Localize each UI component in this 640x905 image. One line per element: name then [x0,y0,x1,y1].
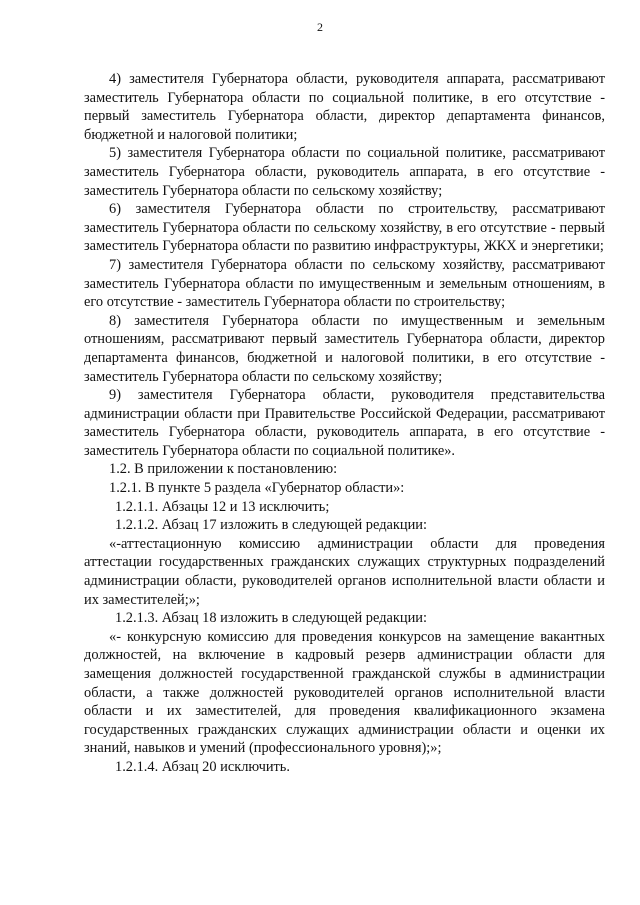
paragraph-item-5: 5) заместителя Губернатора области по социальной политике, рассматривают заместитель Губернатора области, руководитель аппарата, в его отсутствие - заместитель Губернатора области по сельскому хозяйству; [84,145,605,199]
page-number: 2 [317,20,323,34]
paragraph-item-9: 9) заместителя Губернатора области, руководителя представительства администрации области при Правительстве Российской Федерации, рассматривают заместитель Губернатора области, руководитель аппарата, в его отсутствие - заместитель Губернатора области по социальной политике». [84,387,605,459]
paragraph-item-4: 4) заместителя Губернатора области, руководителя аппарата, рассматривают заместитель Губернатора области по социальной политике, в его отсутствие - первый заместитель Губернатора области, директор департамента финансов, бюджетной и налоговой политики; [84,71,605,143]
clause-1-2-1: 1.2.1. В пункте 5 раздела «Губернатор области»: [109,480,405,497]
clause-1-2-1-1: 1.2.1.1. Абзацы 12 и 13 исключить; [115,498,330,515]
document-body [84,70,605,777]
paragraph-item-8: 8) заместителя Губернатора области по имущественным и земельным отношениям, рассматривают первый заместитель Губернатора области, директор департамента финансов, бюджетной и налоговой политики, в его отсутствие - заместитель Губернатора области по сельскому хозяйству; [84,312,605,385]
clause-1-2-1-2: 1.2.1.2. Абзац 17 изложить в следующей редакции: [115,517,427,534]
quoted-text-competition: «- конкурсную комиссию для проведения конкурсов на замещение вакантных должностей, на включение в кадровый резерв администрации области для замещения должностей государственной гражданской службы в администрации области, а также должностей руководителей органов исполнительной власти области и их заместителей, для проведения квалификационного экзамена государственных гражданских служащих администрации области и оценки их знаний, навыков и умений (профессионального уровня);»; [84,628,605,757]
quoted-text-attestation: «-аттестационную комиссию администрации области для проведения аттестации государственных гражданских служащих структурных подразделений администрации области, руководителей органов исполнительной власти области и их заместителей;»; [84,535,605,608]
clause-1-2-1-3: 1.2.1.3. Абзац 18 изложить в следующей редакции: [115,610,427,627]
clause-1-2: 1.2. В приложении к постановлению: [109,461,338,478]
clause-1-2-1-4: 1.2.1.4. Абзац 20 исключить. [115,758,290,775]
paragraph-item-7: 7) заместителя Губернатора области по сельскому хозяйству, рассматривают заместитель Губернатора области по имущественным и земельным отношениям, в его отсутствие - заместитель Губернатора области по строительству; [84,256,605,311]
paragraph-item-6: 6) заместителя Губернатора области по строительству, рассматривают заместитель Губернатора области по сельскому хозяйству, в его отсутствие - первый заместитель Губернатора области по развитию инфраструктуры, ЖКХ и энергетики; [84,201,605,255]
